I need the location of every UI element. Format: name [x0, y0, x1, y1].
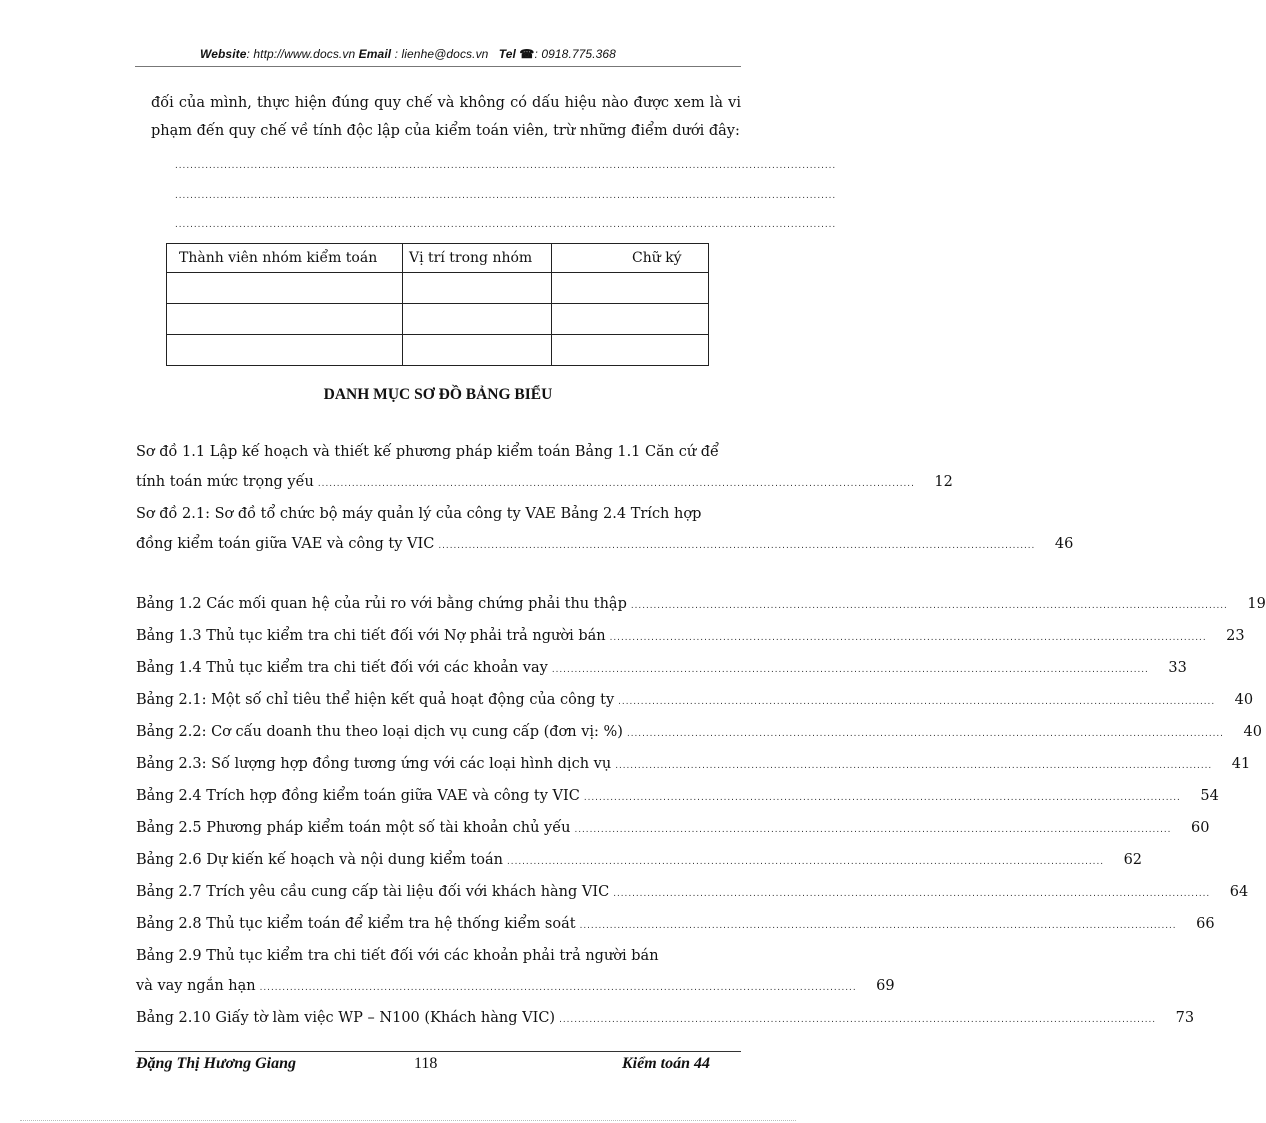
list-item: Bảng 2.3: Số lượng hợp đồng tương ứng với các loại hình dịch vụ .............................................................................................................................................................. 41: [136, 756, 1251, 772]
list-item: Bảng 2.6 Dự kiến kế hoạch và nội dung kiểm toán .............................................................................................................................................................. 62: [136, 852, 1143, 868]
list-item: Bảng 2.10 Giấy tờ làm việc WP – N100 (Khách hàng VIC) .............................................................................................................................................................. 73: [136, 1010, 1195, 1026]
list-item: Bảng 2.7 Trích yêu cầu cung cấp tài liệu đối với khách hàng VIC .............................................................................................................................................................. 64: [136, 884, 1249, 900]
signature-table: [166, 243, 709, 366]
page-bottom-border: [20, 1120, 796, 1121]
table-row: [167, 273, 709, 304]
email-value: : lienhe@docs.vn: [394, 47, 489, 61]
intro-paragraph: [151, 89, 741, 145]
header-divider: [135, 66, 741, 67]
list-item: Bảng 1.2 Các mối quan hệ của rủi ro với bằng chứng phải thu thập .............................................................................................................................................................. 19: [136, 596, 1266, 612]
page-header: [0, 47, 816, 61]
list-item: Sơ đồ 1.1 Lập kế hoạch và thiết kế phương pháp kiểm toán Bảng 1.1 Căn cứ để tính toán mức trọng yếu .............................................................................................................................................................. 12: [136, 444, 953, 490]
section-title: DANH MỤC SƠ ĐỒ BẢNG BIỂU: [323, 386, 553, 403]
dotted-fill-line: ...............................................................................................................................................................................: [175, 219, 837, 230]
list-item: Bảng 2.9 Thủ tục kiểm tra chi tiết đối với các khoản phải trả người bán và vay ngắn hạn .............................................................................................................................................................. 69: [136, 948, 895, 994]
tel-label: Tel: [498, 47, 516, 61]
list-item: Bảng 1.4 Thủ tục kiểm tra chi tiết đối với các khoản vay .............................................................................................................................................................. 33: [136, 660, 1187, 676]
website-label: Website: [200, 47, 247, 61]
email-label: Email: [358, 47, 392, 61]
footer-divider: [135, 1051, 741, 1052]
intro-line-1: đối của mình, thực hiện đúng quy chế và không có dấu hiệu nào được xem là vi: [151, 95, 741, 111]
table-list: [136, 589, 1266, 1035]
page-number: 118: [414, 1055, 438, 1072]
list-item: Sơ đồ 2.1: Sơ đồ tổ chức bộ máy quản lý của công ty VAE Bảng 2.4 Trích hợp đồng kiểm toán giữa VAE và công ty VIC .............................................................................................................................................................. 46: [136, 506, 1074, 552]
dotted-fill-line: ...............................................................................................................................................................................: [175, 190, 837, 201]
phone-icon: ☎: [519, 47, 535, 61]
list-item: Bảng 2.5 Phương pháp kiểm toán một số tài khoản chủ yếu .............................................................................................................................................................. 60: [136, 820, 1210, 836]
website-value: : http://www.docs.vn: [246, 47, 356, 61]
dotted-fill-line: ...............................................................................................................................................................................: [175, 160, 837, 171]
intro-line-2: phạm đến quy chế về tính độc lập của kiểm toán viên, trừ những điểm dưới đây:: [151, 123, 740, 139]
diagram-list: [136, 437, 1074, 561]
tel-value: : 0918.775.368: [534, 47, 616, 61]
table-row: [167, 304, 709, 335]
signature-column-header: Chữ ký: [552, 244, 709, 273]
list-item: Bảng 1.3 Thủ tục kiểm tra chi tiết đối với Nợ phải trả người bán .............................................................................................................................................................. 23: [136, 628, 1245, 644]
footer-author: Đặng Thị Hương Giang: [136, 1055, 296, 1072]
list-item: Bảng 2.4 Trích hợp đồng kiểm toán giữa VAE và công ty VIC .............................................................................................................................................................. 54: [136, 788, 1219, 804]
signature-table-header: [167, 244, 709, 273]
footer-class: Kiểm toán 44: [622, 1055, 711, 1072]
list-item: Bảng 2.2: Cơ cấu doanh thu theo loại dịch vụ cung cấp (đơn vị: %) .............................................................................................................................................................. 40: [136, 724, 1262, 740]
table-row: [167, 335, 709, 366]
list-item: Bảng 2.1: Một số chỉ tiêu thể hiện kết quả hoạt động của công ty .............................................................................................................................................................. 40: [136, 692, 1254, 708]
member-column-header: Thành viên nhóm kiểm toán: [167, 244, 403, 273]
position-column-header: Vị trí trong nhóm: [403, 244, 552, 273]
list-item: Bảng 2.8 Thủ tục kiểm toán để kiểm tra hệ thống kiểm soát .............................................................................................................................................................. 66: [136, 916, 1215, 932]
